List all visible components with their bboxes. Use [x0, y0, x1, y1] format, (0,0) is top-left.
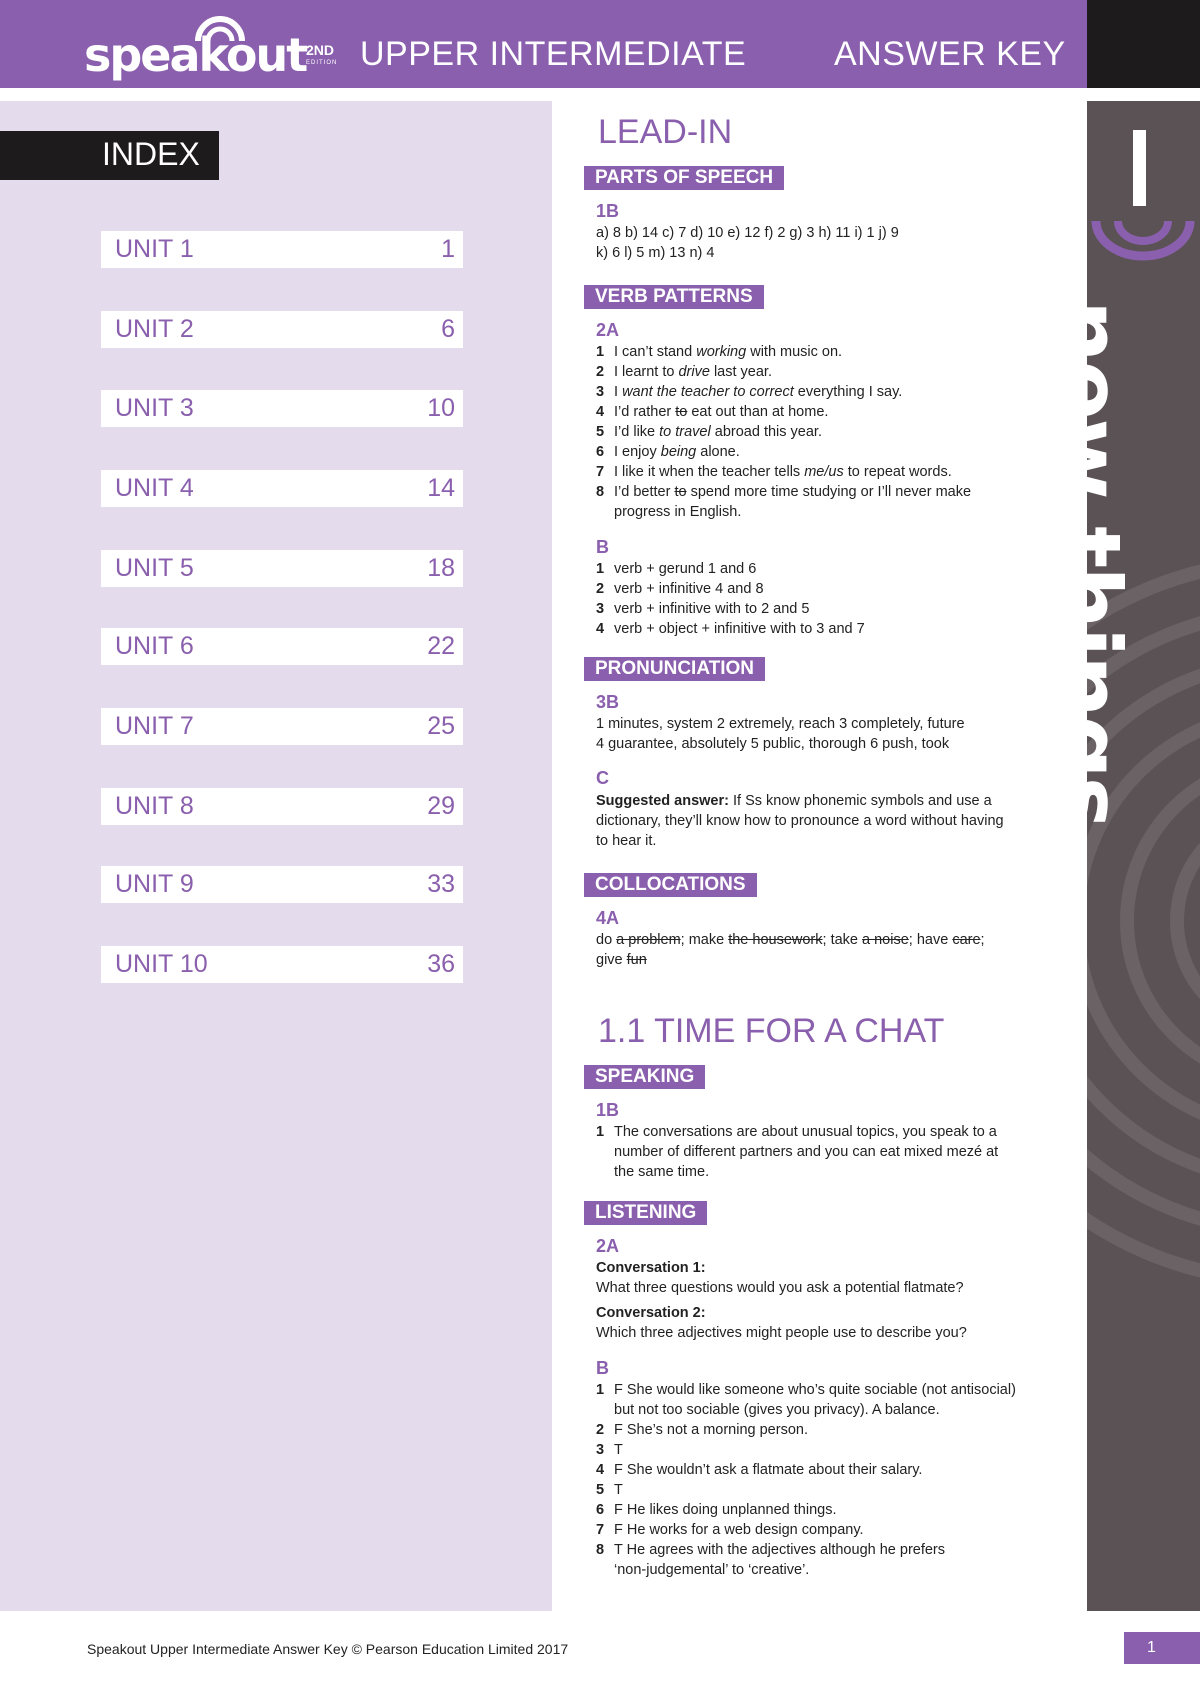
unit-page: 25 [427, 712, 455, 740]
lesson-title: 1.1 TIME FOR A CHAT [598, 1012, 945, 1050]
conversation-text: What three questions would you ask a potential flatmate? [596, 1280, 964, 1296]
unit-name: UNIT 9 [115, 870, 194, 898]
speaking-heading: SPEAKING [584, 1065, 705, 1089]
index-row-unit-6[interactable] [101, 628, 463, 665]
answer-item: 4 I’d rather to eat out than at home. [596, 404, 829, 420]
footer-copyright: Speakout Upper Intermediate Answer Key © Pearson Education Limited 2017 [87, 1641, 569, 1657]
index-row-unit-2[interactable] [101, 311, 463, 348]
unit-page: 33 [427, 870, 455, 898]
unit-name: UNIT 3 [115, 394, 194, 422]
unit-page: 1 [441, 235, 455, 263]
edition-number: 2ND [306, 42, 335, 58]
unit-page: 10 [427, 394, 455, 422]
answer-item: 3 T [596, 1442, 623, 1458]
exercise-label: 1B [596, 1100, 620, 1120]
verb-patterns-heading: VERB PATTERNS [584, 285, 764, 309]
header-corner [1087, 0, 1200, 88]
unit-page: 36 [427, 950, 455, 978]
conversation-text: Which three adjectives might people use to describe you? [596, 1325, 967, 1341]
answer-item: 6 F He likes doing unplanned things. [596, 1502, 837, 1518]
parts-of-speech-heading: PARTS OF SPEECH [584, 166, 784, 190]
index-row-unit-4[interactable] [101, 470, 463, 507]
exercise-label: 3B [596, 692, 620, 712]
unit-number-mark [1133, 130, 1146, 206]
index-title: INDEX [102, 136, 200, 172]
answer-line: a) 8 b) 14 c) 7 d) 10 e) 12 f) 2 g) 3 h) 11 i) 1 j) 9 [596, 225, 899, 241]
conversation-label: Conversation 2: [596, 1305, 706, 1321]
unit-name: UNIT 2 [115, 315, 194, 343]
index-row-unit-5[interactable] [101, 550, 463, 587]
answer-line: give fun [596, 952, 647, 968]
conversation-label: Conversation 1: [596, 1260, 706, 1276]
answer-item: 2 verb + infinitive 4 and 8 [596, 581, 764, 597]
exercise-label: B [596, 1358, 609, 1378]
brand-logo: speakout [84, 28, 307, 82]
edition-word: EDITION [306, 60, 338, 66]
unit-page: 29 [427, 792, 455, 820]
answer-item-continued: number of different partners and you can eat mixed mezé at [614, 1144, 999, 1160]
answer-item: 1 I can’t stand working with music on. [596, 344, 843, 360]
answer-line: dictionary, they’ll know how to pronounce a word without having [596, 813, 1004, 829]
answer-item: 7 I like it when the teacher tells me/us to repeat words. [596, 464, 952, 480]
exercise-label: 4A [596, 908, 620, 928]
exercise-label: 2A [596, 320, 620, 340]
speech-waves-icon [1088, 213, 1198, 273]
answer-item-continued: but not too sociable (gives you privacy). A balance. [614, 1402, 940, 1418]
exercise-label: 1B [596, 201, 620, 221]
exercise-label: B [596, 537, 609, 557]
index-row-unit-8[interactable] [101, 788, 463, 825]
index-row-unit-7[interactable] [101, 708, 463, 745]
answer-item: 3 verb + infinitive with to 2 and 5 [596, 601, 810, 617]
answer-item: 4 F She wouldn’t ask a flatmate about their salary. [596, 1462, 923, 1478]
answer-line: k) 6 l) 5 m) 13 n) 4 [596, 245, 715, 261]
answer-line: 1 minutes, system 2 extremely, reach 3 completely, future [596, 716, 965, 732]
unit-name: UNIT 8 [115, 792, 194, 820]
answer-item: 1 F She would like someone who’s quite sociable (not antisocial) [596, 1382, 1016, 1398]
collocations-heading: COLLOCATIONS [584, 873, 757, 897]
answer-item: 1 The conversations are about unusual topics, you speak to a [596, 1124, 997, 1140]
answer-item: 8 T He agrees with the adjectives although he prefers [596, 1542, 946, 1558]
exercise-label: 2A [596, 1236, 620, 1256]
header-doc-title: ANSWER KEY [834, 35, 1066, 73]
answer-item-continued: the same time. [614, 1164, 710, 1180]
answer-item: 5 T [596, 1482, 623, 1498]
answer-item-continued: progress in English. [614, 504, 742, 520]
unit-title-vertical: new things [1037, 300, 1140, 828]
unit-page: 14 [427, 474, 455, 502]
answer-line: Suggested answer: If Ss know phonemic symbols and use a [596, 793, 992, 809]
index-row-unit-3[interactable] [101, 390, 463, 427]
lead-in-title: LEAD-IN [598, 113, 733, 151]
unit-page: 22 [427, 632, 455, 660]
answer-line: 4 guarantee, absolutely 5 public, thorough 6 push, took [596, 736, 950, 752]
unit-page: 18 [427, 554, 455, 582]
index-row-unit-10[interactable] [101, 946, 463, 983]
unit-name: UNIT 4 [115, 474, 194, 502]
header-level: UPPER INTERMEDIATE [360, 35, 747, 73]
answer-item: 3 I want the teacher to correct everything I say. [596, 384, 903, 400]
answer-line: to hear it. [596, 833, 657, 849]
answer-item: 7 F He works for a web design company. [596, 1522, 864, 1538]
unit-name: UNIT 5 [115, 554, 194, 582]
unit-name: UNIT 1 [115, 235, 194, 263]
unit-name: UNIT 10 [115, 950, 208, 978]
answer-item: 4 verb + object + infinitive with to 3 and 7 [596, 621, 865, 637]
answer-item: 6 I enjoy being alone. [596, 444, 740, 460]
unit-name: UNIT 6 [115, 632, 194, 660]
index-row-unit-1[interactable] [101, 231, 463, 268]
unit-page: 6 [441, 315, 455, 343]
answer-item-continued: ‘non-judgemental’ to ‘creative’. [614, 1562, 810, 1578]
answer-item: 2 F She’s not a morning person. [596, 1422, 808, 1438]
page-number-box [1124, 1632, 1200, 1664]
answer-item: 8 I’d better to spend more time studying or I’ll never make [596, 484, 972, 500]
unit-name: UNIT 7 [115, 712, 194, 740]
pronunciation-heading: PRONUNCIATION [584, 657, 765, 681]
answer-item: 2 I learnt to drive last year. [596, 364, 772, 380]
listening-heading: LISTENING [584, 1201, 707, 1225]
answer-line: do a problem; make the housework; take a noise; have care; [596, 932, 985, 948]
answer-item: 5 I’d like to travel abroad this year. [596, 424, 822, 440]
page-number: 1 [1147, 1639, 1156, 1656]
index-row-unit-9[interactable] [101, 866, 463, 903]
answer-item: 1 verb + gerund 1 and 6 [596, 561, 757, 577]
exercise-label: C [596, 768, 609, 788]
